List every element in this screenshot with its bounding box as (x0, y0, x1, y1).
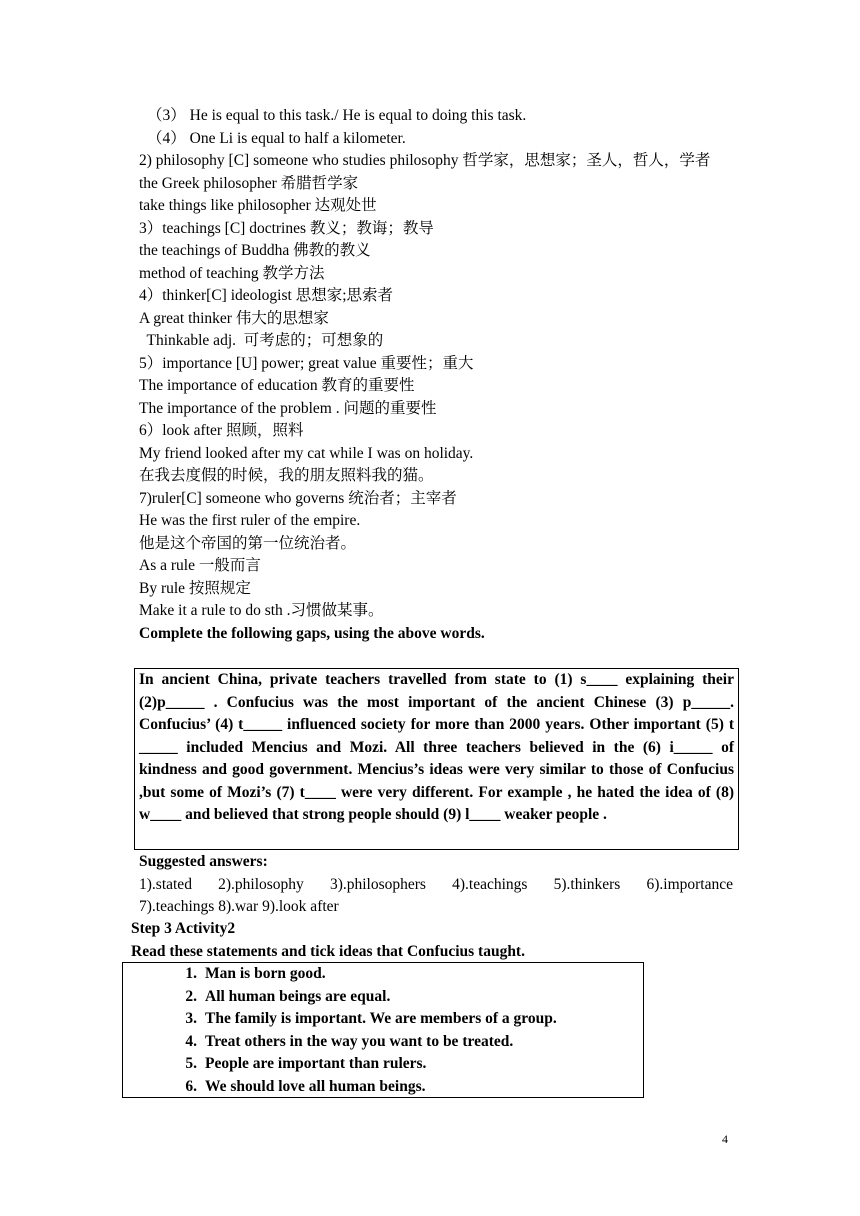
note-line: the teachings of Buddha 佛教的教义 (139, 242, 371, 259)
note-line: 3）teachings [C] doctrines 教义；教诲；教导 (139, 219, 434, 237)
list-item: 6. We should love all human beings. (185, 1077, 426, 1095)
gap-fill-passage: In ancient China, private teachers travelled from state to (1) s____ explaining their (2)p_____ . Confucius was the most important of the ancient Chinese (3) p_____. Confucius’ (4) t_____ influenced society for more than 2000 years. Other important (5) t _____ included Mencius and Mozi. All three teachers believed in the (6) i_____ of kindness and good government. Mencius’s ideas were very similar to those of Confucius ,but some of Mozi’s (7) t____ were very different. For example , he hated the idea of (8) w____ and believed that strong people should (9) l____ weaker people . (134, 668, 739, 850)
note-line: By rule 按照规定 (139, 579, 251, 597)
note-line: method of teaching 教学方法 (139, 264, 325, 282)
note-line: 6）look after 照顾，照料 (139, 422, 304, 439)
gaps-instruction: Complete the following gaps, using the above words. (139, 624, 485, 642)
note-line: 5）importance [U] power; great value 重要性；重大 (139, 354, 474, 372)
note-line: The importance of the problem . 问题的重要性 (139, 399, 437, 417)
note-line: 他是这个帝国的第一位统治者。 (139, 534, 357, 552)
note-line: He was the first ruler of the empire. (139, 512, 361, 529)
note-line: The importance of education 教育的重要性 (139, 377, 415, 394)
note-line: Thinkable adj. 可考虑的；可想象的 (139, 332, 384, 349)
statements-list (123, 963, 643, 1098)
note-line: the Greek philosopher 希腊哲学家 (139, 174, 359, 192)
note-line: 7)ruler[C] someone who governs 统治者；主宰者 (139, 489, 457, 507)
suggested-answers-title: Suggested answers: (139, 853, 268, 870)
list-item: 4. Treat others in the way you want to be treated. (185, 1032, 514, 1050)
suggested-answers (139, 851, 733, 919)
list-item: 5. People are important than rulers. (185, 1055, 427, 1072)
note-line: As a rule 一般而言 (139, 557, 261, 574)
note-line: 4）thinker[C] ideologist 思想家;思索者 (139, 287, 394, 304)
list-item: 2. All human beings are equal. (185, 987, 391, 1005)
note-line: A great thinker 伟大的思想家 (139, 309, 329, 327)
note-line: （4） One Li is equal to half a kilometer. (147, 129, 406, 147)
note-line: 2) philosophy [C] someone who studies philosophy 哲学家，思想家；圣人，哲人，学者 (139, 152, 711, 169)
statements-box (122, 962, 644, 1098)
note-line: Make it a rule to do sth .习惯做某事。 (139, 602, 384, 619)
note-line: 在我去度假的时候，我的朋友照料我的猫。 (139, 467, 434, 484)
step-title: Step 3 Activity2 (131, 920, 236, 937)
list-item: 3. The family is important. We are members of a group. (185, 1010, 557, 1027)
vocabulary-notes (139, 105, 733, 645)
step-instruction: Read these statements and tick ideas that Confucius taught. (131, 942, 525, 960)
page-number: 4 (722, 1132, 728, 1146)
answers-line: 7).teachings 8).war 9).look after (139, 898, 339, 915)
note-line: （3） He is equal to this task./ He is equal to doing this task. (147, 107, 527, 124)
note-line: My friend looked after my cat while I was on holiday. (139, 444, 474, 462)
note-line: take things like philosopher 达观处世 (139, 197, 377, 214)
step-section (131, 918, 741, 963)
list-item: 1. Man is born good. (185, 965, 326, 982)
answers-line: 1).stated 2).philosophy 3).philosophers 4).teachings 5).thinkers 6).importance (139, 875, 733, 893)
